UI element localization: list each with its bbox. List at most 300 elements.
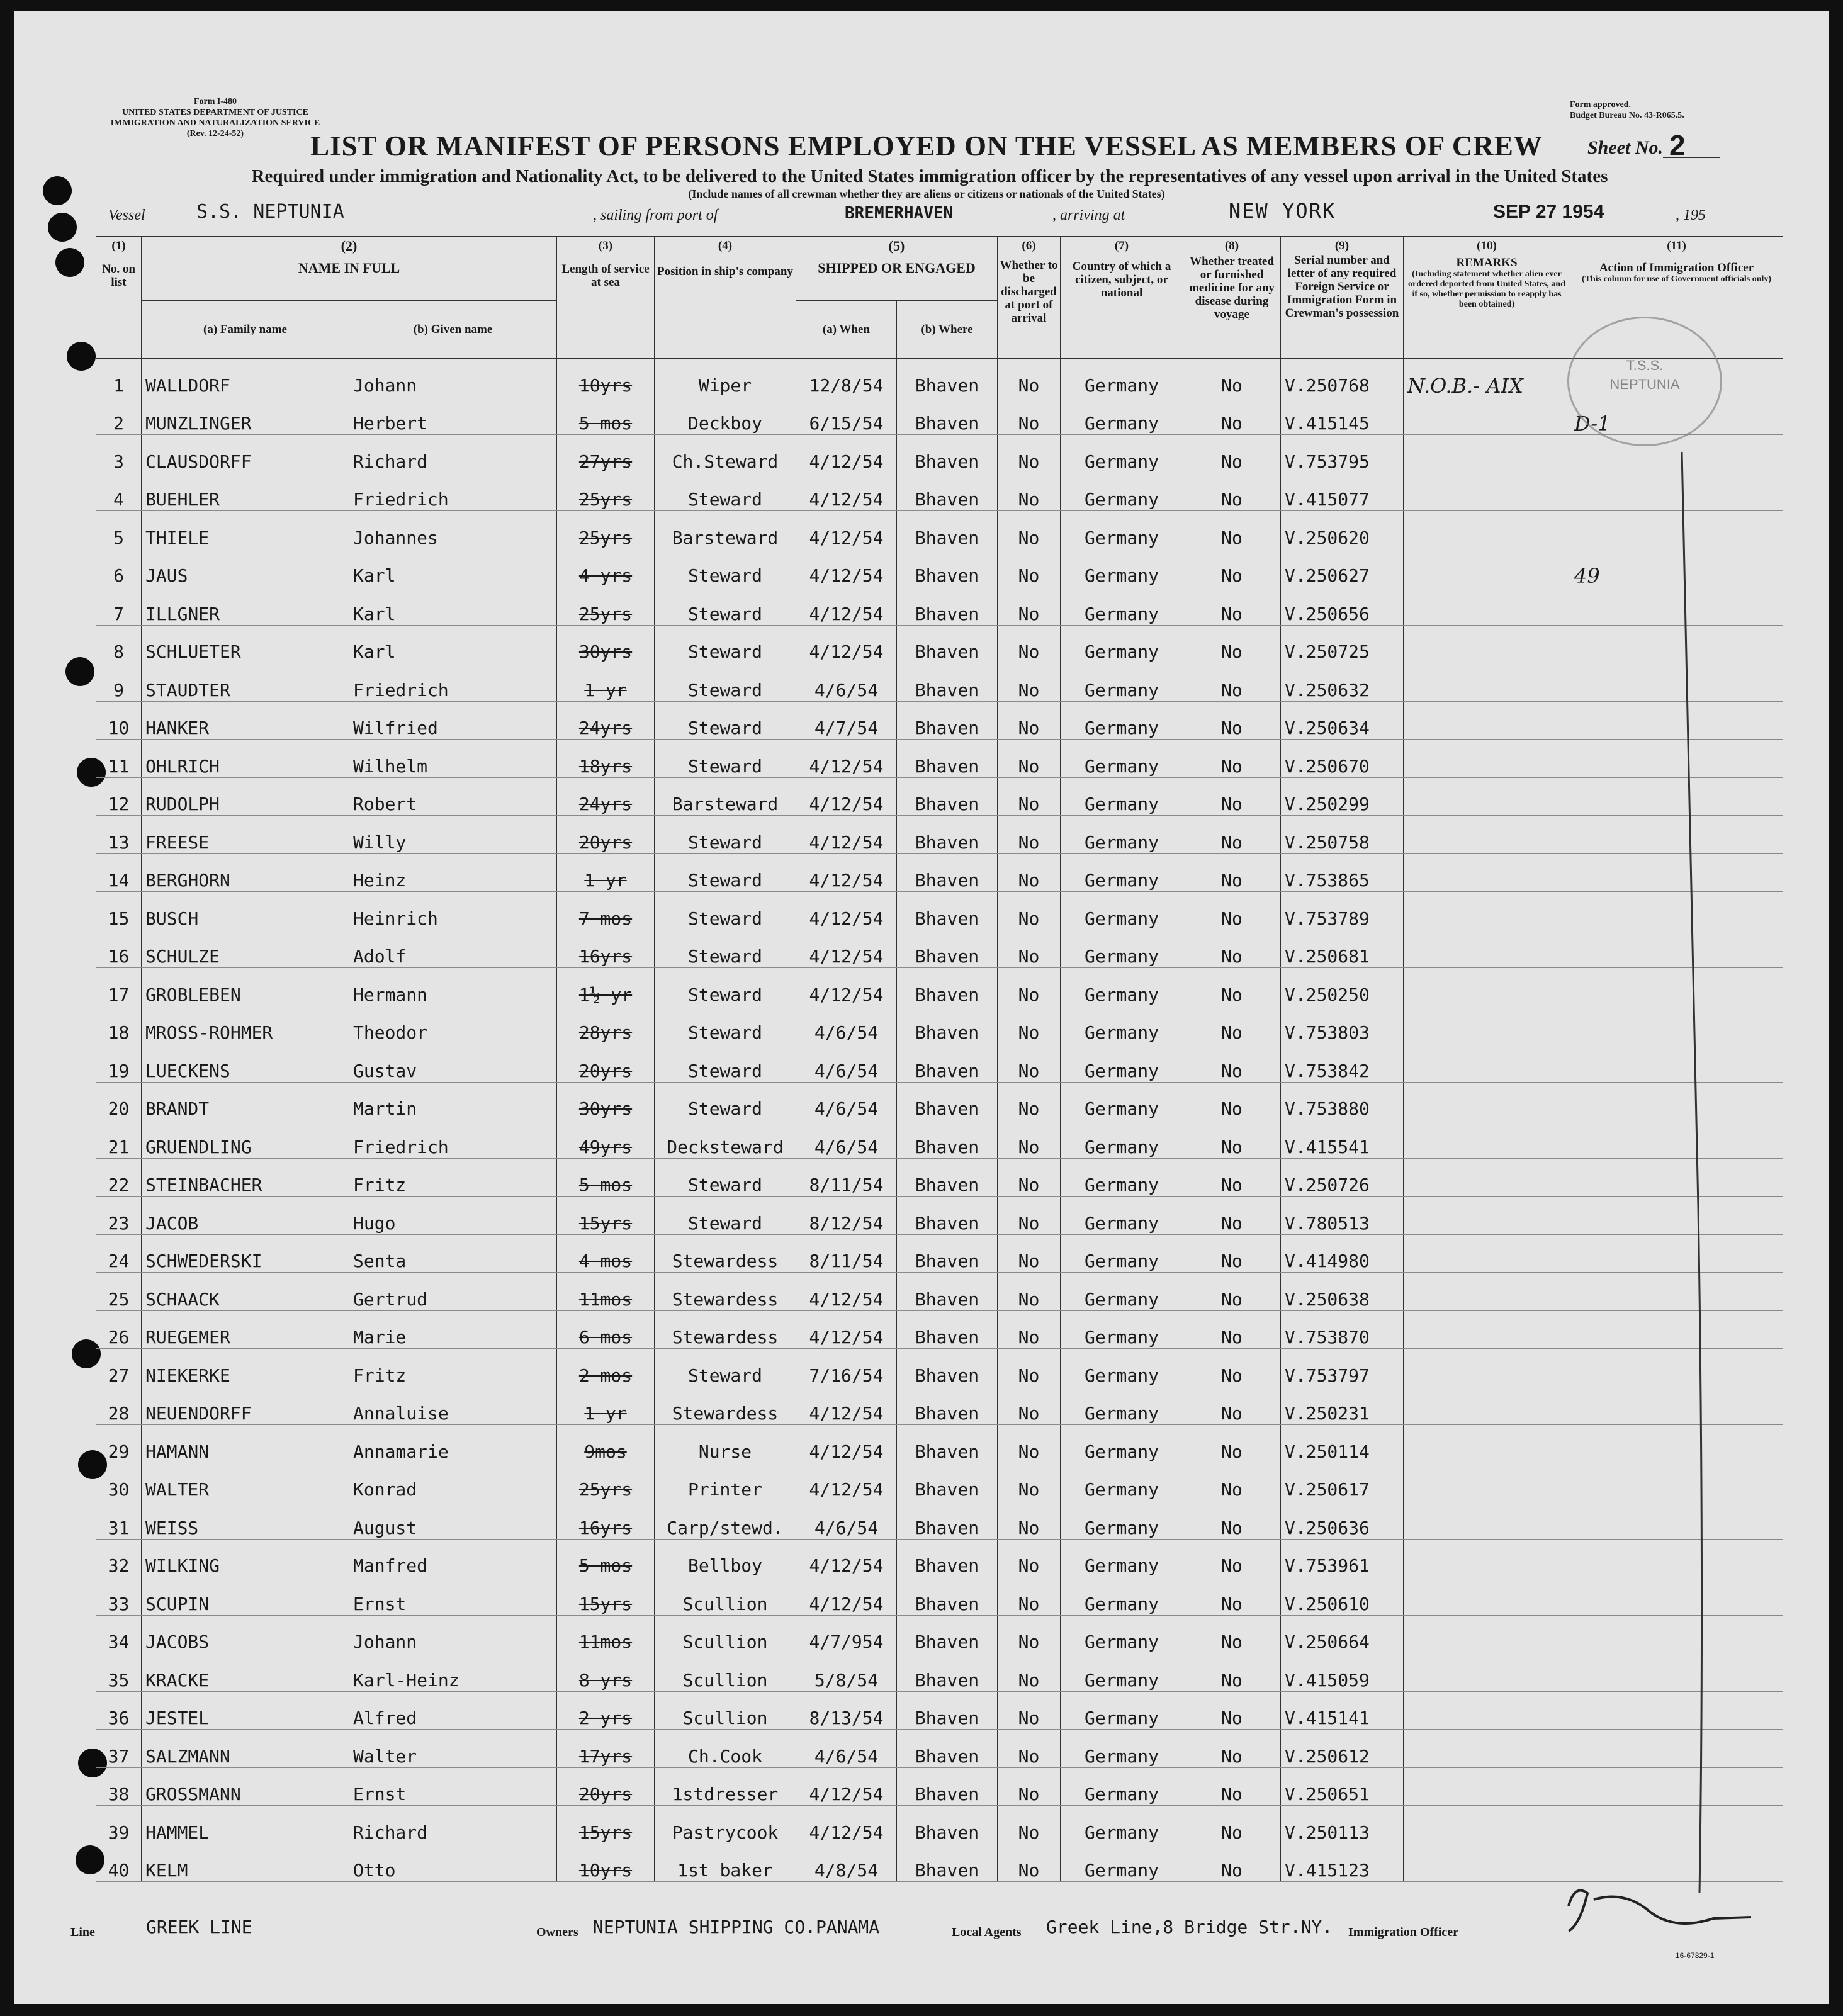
- officer-action: 49: [1570, 549, 1783, 587]
- shipped-where: Bhaven: [897, 1691, 998, 1730]
- length-of-service: 27yrs: [557, 435, 655, 473]
- discharge: No: [998, 1120, 1061, 1159]
- discharge: No: [998, 740, 1061, 778]
- shipped-when: 8/12/54: [796, 1197, 897, 1235]
- medicine: No: [1183, 1539, 1281, 1577]
- serial-number: V.753842: [1281, 1044, 1404, 1083]
- shipped-where: Bhaven: [897, 625, 998, 663]
- row-number: 35: [96, 1653, 142, 1692]
- discharge: No: [998, 968, 1061, 1006]
- given-name: Johann: [349, 359, 557, 397]
- shipped-when: 4/12/54: [796, 1310, 897, 1349]
- family-name: HAMANN: [142, 1425, 349, 1463]
- position: Carp/stewd.: [655, 1501, 796, 1540]
- country: Germany: [1061, 930, 1183, 968]
- given-name: August: [349, 1501, 557, 1540]
- shipped-where: Bhaven: [897, 359, 998, 397]
- shipped-when: 4/12/54: [796, 968, 897, 1006]
- discharge: No: [998, 549, 1061, 587]
- handwritten-marks: [14, 11, 1829, 2004]
- shipped-where: Bhaven: [897, 1082, 998, 1120]
- form-code: 16-67829-1: [1676, 1951, 1715, 1960]
- discharge: No: [998, 1653, 1061, 1692]
- country: Germany: [1061, 1653, 1183, 1692]
- serial-number: V.250725: [1281, 625, 1404, 663]
- shipped-where: Bhaven: [897, 397, 998, 435]
- shipped-where: Bhaven: [897, 663, 998, 702]
- col-11-label: Action of Immigration Officer: [1599, 261, 1754, 274]
- medicine: No: [1183, 892, 1281, 930]
- length-of-service: 25yrs: [557, 587, 655, 626]
- family-name: BERGHORN: [142, 853, 349, 892]
- discharge: No: [998, 930, 1061, 968]
- country: Germany: [1061, 1387, 1183, 1425]
- discharge: No: [998, 1767, 1061, 1806]
- position: Barsteward: [655, 511, 796, 549]
- family-name: STAUDTER: [142, 663, 349, 702]
- col-9-index: (9): [1334, 239, 1350, 252]
- shipped-where: Bhaven: [897, 587, 998, 626]
- length-of-service: 5 mos: [557, 1158, 655, 1197]
- approval-text: Form approved.: [1570, 100, 1631, 110]
- given-name: Adolf: [349, 930, 557, 968]
- position: Scullion: [655, 1653, 796, 1692]
- col-6-label: Whether to be discharged at port of arrival: [1000, 259, 1058, 325]
- row-number: 10: [96, 701, 142, 740]
- serial-number: V.250114: [1281, 1425, 1404, 1463]
- given-name: Marie: [349, 1310, 557, 1349]
- shipped-where: Bhaven: [897, 1349, 998, 1387]
- family-name: MUNZLINGER: [142, 397, 349, 435]
- shipped-when: 4/7/954: [796, 1615, 897, 1653]
- vessel-label: Vessel: [108, 207, 145, 223]
- shipped-where: Bhaven: [897, 1387, 998, 1425]
- discharge: No: [998, 1044, 1061, 1083]
- country: Germany: [1061, 587, 1183, 626]
- country: Germany: [1061, 892, 1183, 930]
- shipped-where: Bhaven: [897, 1577, 998, 1616]
- position: Steward: [655, 549, 796, 587]
- shipped-where: Bhaven: [897, 1653, 998, 1692]
- shipped-where: Bhaven: [897, 473, 998, 511]
- row-number: 25: [96, 1273, 142, 1311]
- position: Steward: [655, 1158, 796, 1197]
- shipped-when: 4/12/54: [796, 549, 897, 587]
- row-number: 11: [96, 740, 142, 778]
- shipped-when: 4/12/54: [796, 1577, 897, 1616]
- row-number: 28: [96, 1387, 142, 1425]
- length-of-service: 5 mos: [557, 397, 655, 435]
- document-title: LIST OR MANIFEST OF PERSONS EMPLOYED ON THE VESSEL AS MEMBERS OF CREW: [310, 130, 1543, 162]
- length-of-service: 1 yr: [557, 663, 655, 702]
- manifest-sheet: [14, 11, 1829, 2004]
- position: Steward: [655, 473, 796, 511]
- shipped-where: Bhaven: [897, 853, 998, 892]
- serial-number: V.753870: [1281, 1310, 1404, 1349]
- col-5-index: (5): [888, 238, 905, 254]
- country: Germany: [1061, 1767, 1183, 1806]
- shipped-when: 4/12/54: [796, 777, 897, 816]
- serial-number: V.250670: [1281, 740, 1404, 778]
- given-name: Johannes: [349, 511, 557, 549]
- row-number: 13: [96, 816, 142, 854]
- shipped-when: 4/12/54: [796, 473, 897, 511]
- length-of-service: 25yrs: [557, 511, 655, 549]
- shipped-when: 4/12/54: [796, 930, 897, 968]
- shipped-where: Bhaven: [897, 816, 998, 854]
- given-name: Heinz: [349, 853, 557, 892]
- length-of-service: 1½ yr: [557, 968, 655, 1006]
- length-of-service: 9mos: [557, 1425, 655, 1463]
- discharge: No: [998, 1806, 1061, 1844]
- line-value: GREEK LINE: [146, 1917, 252, 1937]
- col-1-index: (1): [111, 239, 126, 252]
- serial-number: V.753803: [1281, 1006, 1404, 1044]
- row-number: 26: [96, 1310, 142, 1349]
- manifest-footer: [70, 1906, 1783, 1944]
- shipped-when: 4/12/54: [796, 625, 897, 663]
- country: Germany: [1061, 701, 1183, 740]
- position: Decksteward: [655, 1120, 796, 1159]
- row-number: 7: [96, 587, 142, 626]
- row-number: 32: [96, 1539, 142, 1577]
- family-name: OHLRICH: [142, 740, 349, 778]
- family-name: MROSS-ROHMER: [142, 1006, 349, 1044]
- family-name: LUECKENS: [142, 1044, 349, 1083]
- shipped-when: 4/12/54: [796, 853, 897, 892]
- shipped-where: Bhaven: [897, 1310, 998, 1349]
- family-name: SCHWEDERSKI: [142, 1234, 349, 1273]
- given-name: Karl-Heinz: [349, 1653, 557, 1692]
- position: Stewardess: [655, 1387, 796, 1425]
- given-name: Annaluise: [349, 1387, 557, 1425]
- row-number: 14: [96, 853, 142, 892]
- family-name: WEISS: [142, 1501, 349, 1540]
- medicine: No: [1183, 930, 1281, 968]
- shipped-when: 4/7/54: [796, 701, 897, 740]
- row-number: 27: [96, 1349, 142, 1387]
- medicine: No: [1183, 397, 1281, 435]
- row-number: 38: [96, 1767, 142, 1806]
- length-of-service: 1 yr: [557, 853, 655, 892]
- discharge: No: [998, 1577, 1061, 1616]
- medicine: No: [1183, 1425, 1281, 1463]
- serial-number: V.250726: [1281, 1158, 1404, 1197]
- medicine: No: [1183, 968, 1281, 1006]
- serial-number: V.250758: [1281, 816, 1404, 854]
- position: Wiper: [655, 359, 796, 397]
- col-family-name-header: (a) Family name: [142, 301, 349, 359]
- discharge: No: [998, 1349, 1061, 1387]
- shipped-where: Bhaven: [897, 701, 998, 740]
- discharge: No: [998, 663, 1061, 702]
- given-name: Theodor: [349, 1006, 557, 1044]
- shipped-when: 4/12/54: [796, 892, 897, 930]
- serial-number: V.415123: [1281, 1844, 1404, 1882]
- shipped-where: Bhaven: [897, 892, 998, 930]
- shipped-where: Bhaven: [897, 1615, 998, 1653]
- given-name: Gustav: [349, 1044, 557, 1083]
- col-5-label: SHIPPED OR ENGAGED: [818, 260, 976, 276]
- shipped-where: Bhaven: [897, 1463, 998, 1501]
- discharge: No: [998, 1082, 1061, 1120]
- serial-number: V.250651: [1281, 1767, 1404, 1806]
- arrival-port: NEW YORK: [1229, 199, 1336, 223]
- shipped-when: 8/11/54: [796, 1234, 897, 1273]
- position: Nurse: [655, 1425, 796, 1463]
- medicine: No: [1183, 740, 1281, 778]
- row-number: 23: [96, 1197, 142, 1235]
- discharge: No: [998, 1234, 1061, 1273]
- row-number: 4: [96, 473, 142, 511]
- given-name: Heinrich: [349, 892, 557, 930]
- given-name: Ernst: [349, 1577, 557, 1616]
- col-when-header: (a) When: [796, 301, 897, 359]
- discharge: No: [998, 777, 1061, 816]
- country: Germany: [1061, 473, 1183, 511]
- length-of-service: 7 mos: [557, 892, 655, 930]
- length-of-service: 20yrs: [557, 816, 655, 854]
- discharge: No: [998, 1501, 1061, 1540]
- row-number: 5: [96, 511, 142, 549]
- country: Germany: [1061, 397, 1183, 435]
- row-number: 8: [96, 625, 142, 663]
- serial-number: V.250617: [1281, 1463, 1404, 1501]
- country: Germany: [1061, 625, 1183, 663]
- family-name: SCHAACK: [142, 1273, 349, 1311]
- shipped-when: 8/11/54: [796, 1158, 897, 1197]
- row-number: 21: [96, 1120, 142, 1159]
- stamp-line-1: T.S.S.: [1626, 358, 1664, 373]
- position: Steward: [655, 625, 796, 663]
- discharge: No: [998, 397, 1061, 435]
- medicine: No: [1183, 853, 1281, 892]
- shipped-when: 4/12/54: [796, 1806, 897, 1844]
- medicine: No: [1183, 473, 1281, 511]
- position: Steward: [655, 663, 796, 702]
- family-name: STEINBACHER: [142, 1158, 349, 1197]
- position: Steward: [655, 1082, 796, 1120]
- arrival-date: SEP 27 1954: [1493, 201, 1604, 222]
- serial-number: V.415145: [1281, 397, 1404, 435]
- shipped-when: 7/16/54: [796, 1349, 897, 1387]
- shipped-where: Bhaven: [897, 1730, 998, 1768]
- margin-pen-line: [1682, 452, 1702, 1893]
- shipped-where: Bhaven: [897, 1501, 998, 1540]
- position: Ch.Steward: [655, 435, 796, 473]
- country: Germany: [1061, 1158, 1183, 1197]
- length-of-service: 10yrs: [557, 359, 655, 397]
- family-name: GRUENDLING: [142, 1120, 349, 1159]
- country: Germany: [1061, 1120, 1183, 1159]
- given-name: Hermann: [349, 968, 557, 1006]
- serial-number: V.250231: [1281, 1387, 1404, 1425]
- discharge: No: [998, 1310, 1061, 1349]
- medicine: No: [1183, 1767, 1281, 1806]
- length-of-service: 4 yrs: [557, 549, 655, 587]
- position: Ch.Cook: [655, 1730, 796, 1768]
- discharge: No: [998, 1387, 1061, 1425]
- position: Bellboy: [655, 1539, 796, 1577]
- medicine: No: [1183, 1158, 1281, 1197]
- country: Germany: [1061, 1349, 1183, 1387]
- medicine: No: [1183, 1463, 1281, 1501]
- family-name: JACOB: [142, 1197, 349, 1235]
- medicine: No: [1183, 1044, 1281, 1083]
- position: Steward: [655, 587, 796, 626]
- medicine: No: [1183, 587, 1281, 626]
- row-number: 12: [96, 777, 142, 816]
- shipped-where: Bhaven: [897, 511, 998, 549]
- given-name: Fritz: [349, 1349, 557, 1387]
- col-3-index: (3): [598, 239, 613, 252]
- service-name: IMMIGRATION AND NATURALIZATION SERVICE: [110, 118, 320, 128]
- discharge: No: [998, 816, 1061, 854]
- serial-number: V.250612: [1281, 1730, 1404, 1768]
- col-6-index: (6): [1022, 239, 1036, 252]
- length-of-service: 11mos: [557, 1273, 655, 1311]
- row-number: 31: [96, 1501, 142, 1540]
- country: Germany: [1061, 1082, 1183, 1120]
- line-label: Line: [70, 1925, 95, 1939]
- family-name: SALZMANN: [142, 1730, 349, 1768]
- family-name: JAUS: [142, 549, 349, 587]
- row-number: 17: [96, 968, 142, 1006]
- row-number: 18: [96, 1006, 142, 1044]
- row-number: 20: [96, 1082, 142, 1120]
- row-number: 19: [96, 1044, 142, 1083]
- country: Germany: [1061, 1501, 1183, 1540]
- discharge: No: [998, 1425, 1061, 1463]
- shipped-where: Bhaven: [897, 1767, 998, 1806]
- length-of-service: 25yrs: [557, 473, 655, 511]
- family-name: KRACKE: [142, 1653, 349, 1692]
- country: Germany: [1061, 359, 1183, 397]
- serial-number: V.753795: [1281, 435, 1404, 473]
- length-of-service: 1 yr: [557, 1387, 655, 1425]
- col-given-name-header: (b) Given name: [349, 301, 557, 359]
- medicine: No: [1183, 625, 1281, 663]
- medicine: No: [1183, 1273, 1281, 1311]
- length-of-service: 2 yrs: [557, 1691, 655, 1730]
- country: Germany: [1061, 1539, 1183, 1577]
- row-number: 3: [96, 435, 142, 473]
- medicine: No: [1183, 1501, 1281, 1540]
- vessel-name: S.S. NEPTUNIA: [196, 201, 344, 223]
- row-number: 24: [96, 1234, 142, 1273]
- shipped-where: Bhaven: [897, 1273, 998, 1311]
- discharge: No: [998, 473, 1061, 511]
- row-number: 15: [96, 892, 142, 930]
- shipped-when: 4/12/54: [796, 587, 897, 626]
- position: Deckboy: [655, 397, 796, 435]
- family-name: BUSCH: [142, 892, 349, 930]
- given-name: Willy: [349, 816, 557, 854]
- length-of-service: 25yrs: [557, 1463, 655, 1501]
- given-name: Wilfried: [349, 701, 557, 740]
- country: Germany: [1061, 1197, 1183, 1235]
- given-name: Johann: [349, 1615, 557, 1653]
- country: Germany: [1061, 1463, 1183, 1501]
- medicine: No: [1183, 1197, 1281, 1235]
- row-number: 39: [96, 1806, 142, 1844]
- given-name: Walter: [349, 1730, 557, 1768]
- shipped-where: Bhaven: [897, 930, 998, 968]
- length-of-service: 8 yrs: [557, 1653, 655, 1692]
- length-of-service: 20yrs: [557, 1767, 655, 1806]
- immigration-officer-label: Immigration Officer: [1348, 1925, 1458, 1939]
- serial-number: V.250610: [1281, 1577, 1404, 1616]
- given-name: Robert: [349, 777, 557, 816]
- medicine: No: [1183, 777, 1281, 816]
- country: Germany: [1061, 853, 1183, 892]
- discharge: No: [998, 1691, 1061, 1730]
- length-of-service: 28yrs: [557, 1006, 655, 1044]
- serial-number: V.250664: [1281, 1615, 1404, 1653]
- medicine: No: [1183, 435, 1281, 473]
- country: Germany: [1061, 511, 1183, 549]
- length-of-service: 17yrs: [557, 1730, 655, 1768]
- country: Germany: [1061, 1615, 1183, 1653]
- shipped-when: 4/8/54: [796, 1844, 897, 1882]
- shipped-when: 4/12/54: [796, 1539, 897, 1577]
- shipped-where: Bhaven: [897, 1044, 998, 1083]
- length-of-service: 18yrs: [557, 740, 655, 778]
- sheet-number-label: Sheet No.: [1587, 137, 1663, 158]
- position: Scullion: [655, 1691, 796, 1730]
- family-name: CLAUSDORFF: [142, 435, 349, 473]
- serial-number: V.250299: [1281, 777, 1404, 816]
- serial-number: V.415141: [1281, 1691, 1404, 1730]
- shipped-where: Bhaven: [897, 1006, 998, 1044]
- length-of-service: 15yrs: [557, 1577, 655, 1616]
- medicine: No: [1183, 1844, 1281, 1882]
- country: Germany: [1061, 816, 1183, 854]
- col-4-label: Position in ship's company: [657, 265, 793, 278]
- length-of-service: 30yrs: [557, 1082, 655, 1120]
- serial-number: V.415541: [1281, 1120, 1404, 1159]
- given-name: Martin: [349, 1082, 557, 1120]
- country: Germany: [1061, 1310, 1183, 1349]
- position: Barsteward: [655, 777, 796, 816]
- col-8-label: Whether treated or furnished medicine for any disease during voyage: [1189, 255, 1275, 321]
- department-name: UNITED STATES DEPARTMENT OF JUSTICE: [122, 108, 308, 117]
- family-name: WALTER: [142, 1463, 349, 1501]
- col-7-index: (7): [1114, 239, 1129, 252]
- country: Germany: [1061, 1844, 1183, 1882]
- family-name: NEUENDORFF: [142, 1387, 349, 1425]
- discharge: No: [998, 1273, 1061, 1311]
- discharge: No: [998, 625, 1061, 663]
- position: Steward: [655, 740, 796, 778]
- shipped-where: Bhaven: [897, 1425, 998, 1463]
- discharge: No: [998, 1158, 1061, 1197]
- length-of-service: 15yrs: [557, 1806, 655, 1844]
- medicine: No: [1183, 1310, 1281, 1349]
- position: 1st baker: [655, 1844, 796, 1882]
- stamp-line-2: NEPTUNIA: [1609, 376, 1680, 392]
- document-subtitle: Required under immigration and Nationality Act, to be delivered to the United States immigration officer by the representatives of any vessel upon arrival in the United States: [251, 166, 1608, 186]
- family-name: GROSSMANN: [142, 1767, 349, 1806]
- family-name: WILKING: [142, 1539, 349, 1577]
- row-number: 1: [96, 359, 142, 397]
- length-of-service: 6 mos: [557, 1310, 655, 1349]
- budget-bureau-no: Budget Bureau No. 43-R065.5.: [1570, 111, 1684, 120]
- given-name: Richard: [349, 1806, 557, 1844]
- serial-number: V.415059: [1281, 1653, 1404, 1692]
- shipped-when: 8/13/54: [796, 1691, 897, 1730]
- position: Steward: [655, 930, 796, 968]
